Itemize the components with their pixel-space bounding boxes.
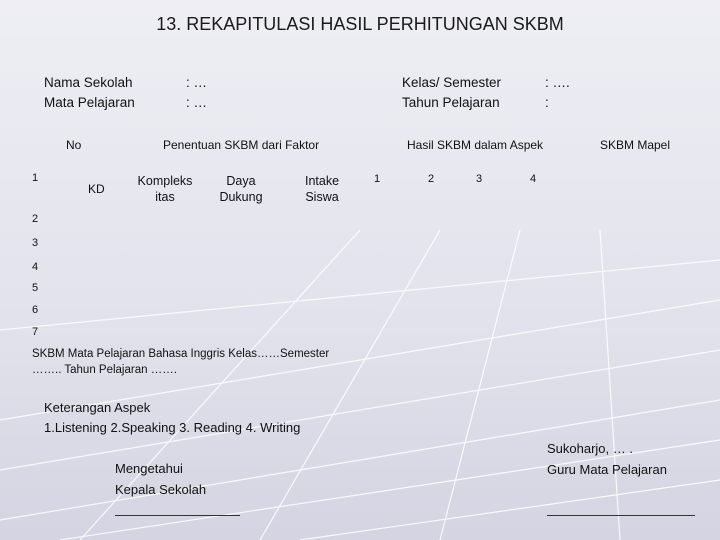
daya-dukung-line-2: Dukung [219,190,263,204]
signature-principal-title: Kepala Sekolah [115,482,207,497]
column-header-kompleksitas [130,173,200,205]
aspect-header-3: 3 [476,173,483,185]
signature-mengetahui: Mengetahui [115,461,183,476]
tahun-pelajaran-label: Tahun Pelajaran [402,95,500,110]
column-header-daya-dukung [208,173,274,205]
keterangan-items: 1.Listening 2.Speaking 3. Reading 4. Writing [44,420,301,435]
principal-signature-line [115,515,240,516]
teacher-signature-line [547,515,695,516]
aspect-header-4: 4 [530,173,537,185]
skbm-summary-line-2: …….. Tahun Pelajaran ……. [32,364,177,376]
column-header-intake-siswa [292,173,352,205]
page-title: 13. REKAPITULASI HASIL PERHITUNGAN SKBM [156,14,564,34]
kompleksitas-line-1: Kompleks [137,174,193,188]
keterangan-title: Keterangan Aspek [44,400,151,415]
row-number-7: 7 [32,326,39,338]
kelas-semester-value: : …. [545,75,570,90]
kompleksitas-line-2: itas [155,190,175,204]
tahun-pelajaran-value: : [545,95,549,110]
row-number-2: 2 [32,213,39,225]
signature-place-date: Sukoharjo, … . [547,441,633,456]
column-header-kd: KD [88,182,105,196]
nama-sekolah-value: : … [186,75,208,90]
skbm-summary-line-1: SKBM Mata Pelajaran Bahasa Inggris Kelas……Semester [32,348,330,360]
kelas-semester-label: Kelas/ Semester [402,75,502,90]
column-header-no: No [66,138,82,152]
row-number-5: 5 [32,282,39,294]
mata-pelajaran-label: Mata Pelajaran [44,95,135,110]
intake-siswa-line-2: Siswa [305,190,339,204]
aspect-header-2: 2 [428,173,435,185]
mata-pelajaran-value: : … [186,95,208,110]
column-header-skbm-mapel: SKBM Mapel [600,138,671,152]
aspect-header-1: 1 [374,173,381,185]
row-number-4: 4 [32,261,39,273]
row-number-1: 1 [32,172,39,184]
intake-siswa-line-1: Intake [304,174,340,188]
nama-sekolah-label: Nama Sekolah [44,75,133,90]
daya-dukung-line-1: Daya [226,174,256,188]
row-number-3: 3 [32,237,39,249]
column-header-penentuan: Penentuan SKBM dari Faktor [163,138,320,152]
row-number-6: 6 [32,304,39,316]
signature-teacher-title: Guru Mata Pelajaran [547,462,667,477]
column-header-hasil: Hasil SKBM dalam Aspek [407,138,544,152]
